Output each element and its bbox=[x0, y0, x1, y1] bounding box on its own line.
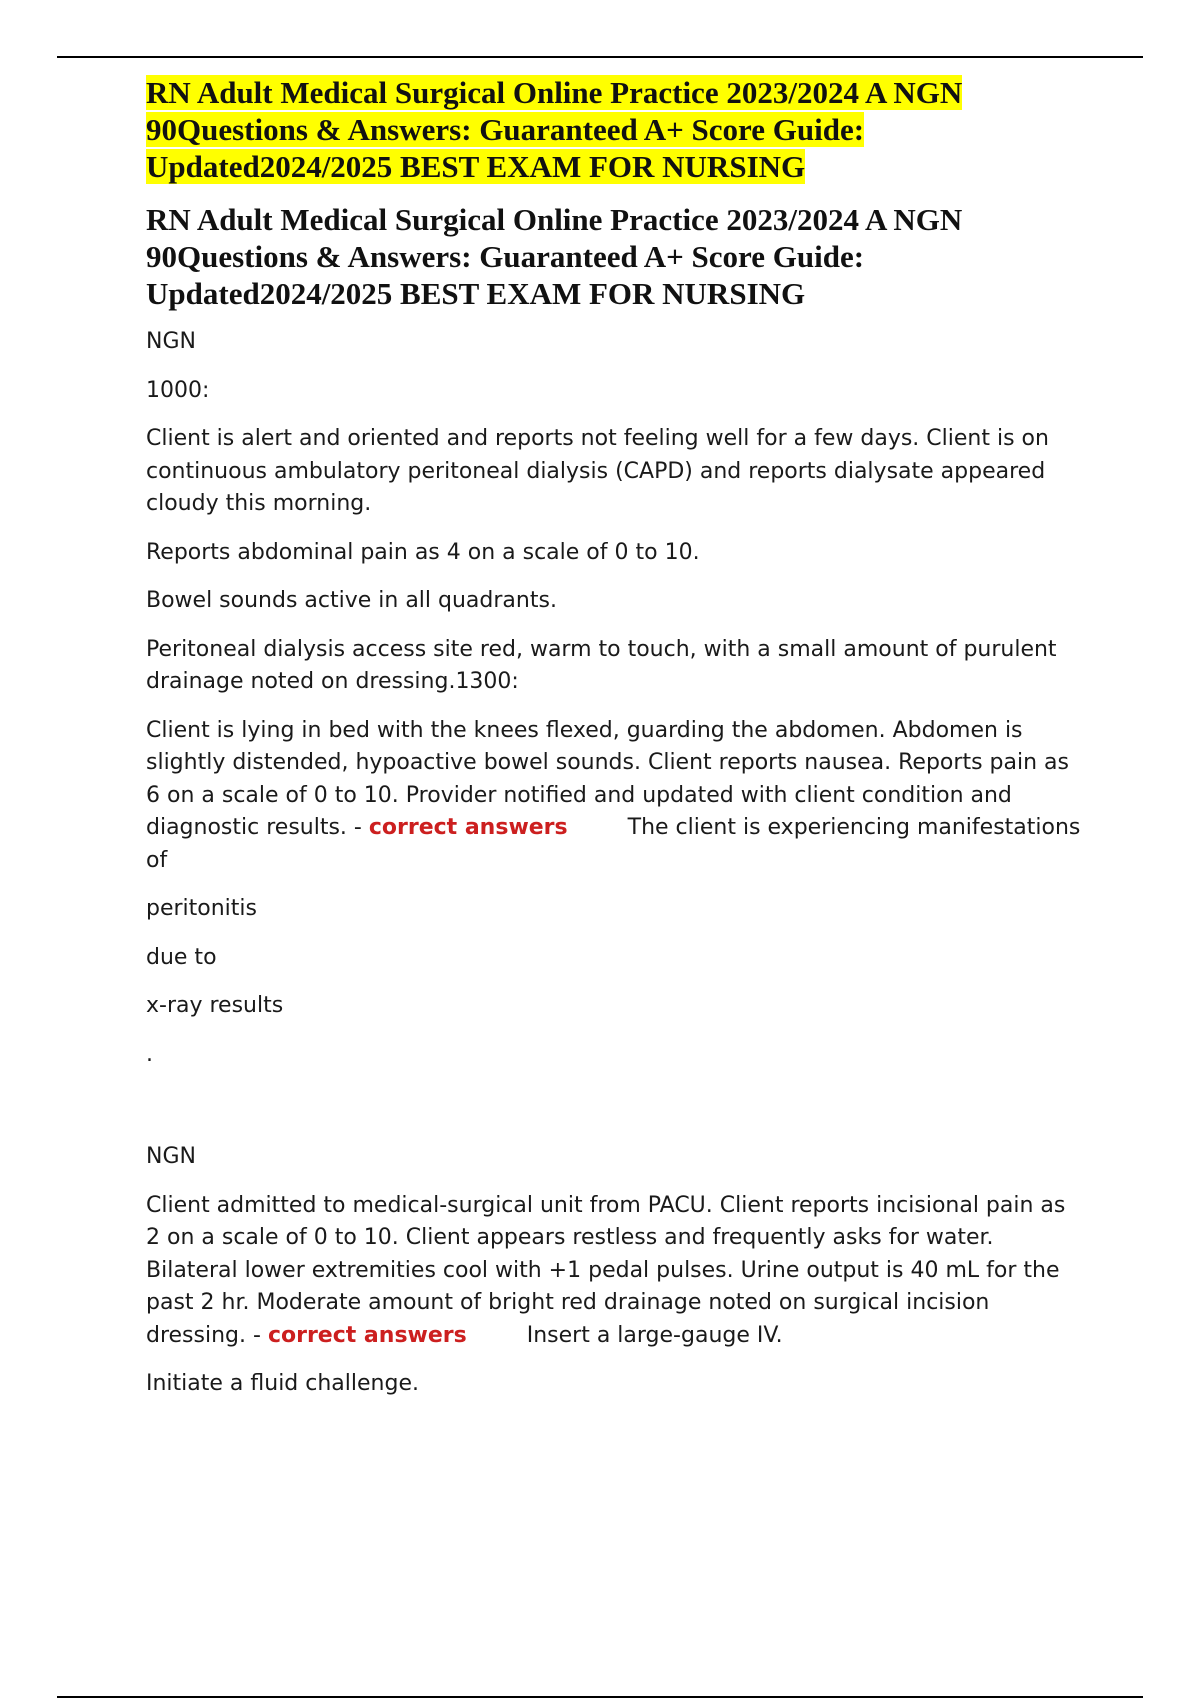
title-line-1: RN Adult Medical Surgical Online Practice 2023/2024 A NGN bbox=[146, 75, 963, 110]
question-1-paragraph-5 bbox=[146, 715, 1086, 878]
page-title-line-1: RN Adult Medical Surgical Online Practice 2023/2024 A NGN bbox=[146, 202, 963, 237]
question-2-answer-1: Insert a large-gauge IV. bbox=[526, 1322, 783, 1348]
title-line-2: 90Questions & Answers: Guaranteed A+ Score Guide: bbox=[146, 112, 865, 147]
question-1-label: NGN bbox=[146, 329, 196, 354]
answer-4: . bbox=[146, 1041, 153, 1067]
question-1-stem: Client is lying in bed with the knees flexed, guarding the abdomen. Abdomen is slightly distended, hypoactive bowel sounds. Client reports nausea. Reports pain as 6 on a scale of 0 to 10. Provider notified and updated with client condition and diagnostic results. - bbox=[146, 717, 1069, 840]
answer-1: peritonitis bbox=[146, 896, 257, 921]
page-title-line-2: 90Questions & Answers: Guaranteed A+ Score Guide: bbox=[146, 239, 865, 274]
answer-3: x-ray results bbox=[146, 993, 284, 1018]
question-1-time: 1000: bbox=[146, 377, 210, 403]
top-rule bbox=[57, 56, 1143, 58]
question-2-label: NGN bbox=[146, 1144, 196, 1169]
title-line-3: Updated2024/2025 BEST EXAM FOR NURSING bbox=[146, 149, 806, 184]
page-title-line-3: Updated2024/2025 BEST EXAM FOR NURSING bbox=[146, 276, 806, 311]
highlighted-title bbox=[146, 74, 1086, 185]
question-2-paragraph-1 bbox=[146, 1190, 1086, 1353]
question-1-paragraph-3: Bowel sounds active in all quadrants. bbox=[146, 588, 557, 613]
question-1-answer-lead: The client is experiencing manifestations of bbox=[146, 815, 1081, 873]
question-1-paragraph-4: Peritoneal dialysis access site red, warm to touch, with a small amount of purulent drainage noted on dressing.1300: bbox=[146, 636, 1057, 694]
question-2-answer-2: Initiate a fluid challenge. bbox=[146, 1371, 419, 1396]
question-1-paragraph-2: Reports abdominal pain as 4 on a scale of 0 to 10. bbox=[146, 539, 700, 565]
answer-2: due to bbox=[146, 944, 217, 970]
page-title bbox=[146, 201, 1086, 312]
bottom-rule bbox=[57, 1696, 1143, 1698]
question-2-stem: Client admitted to medical-surgical unit from PACU. Client reports incisional pain as 2 on a scale of 0 to 10. Client appears restless and frequently asks for water. Bilateral lower extremities cool with +1 pedal pulses. Urine output is 40 mL for the past 2 hr. Moderate amount of bright red drainage noted on surgical incision dressing. - bbox=[146, 1192, 1066, 1348]
question-1-paragraph-1: Client is alert and oriented and reports not feeling well for a few days. Client is on continuous ambulatory peritoneal dialysis (CAPD) and reports dialysate appeared cloudy this morning. bbox=[146, 426, 1049, 516]
correct-answers-label: correct answers bbox=[368, 815, 568, 840]
document-body bbox=[146, 70, 1086, 1417]
correct-answers-label-2: correct answers bbox=[267, 1322, 467, 1348]
